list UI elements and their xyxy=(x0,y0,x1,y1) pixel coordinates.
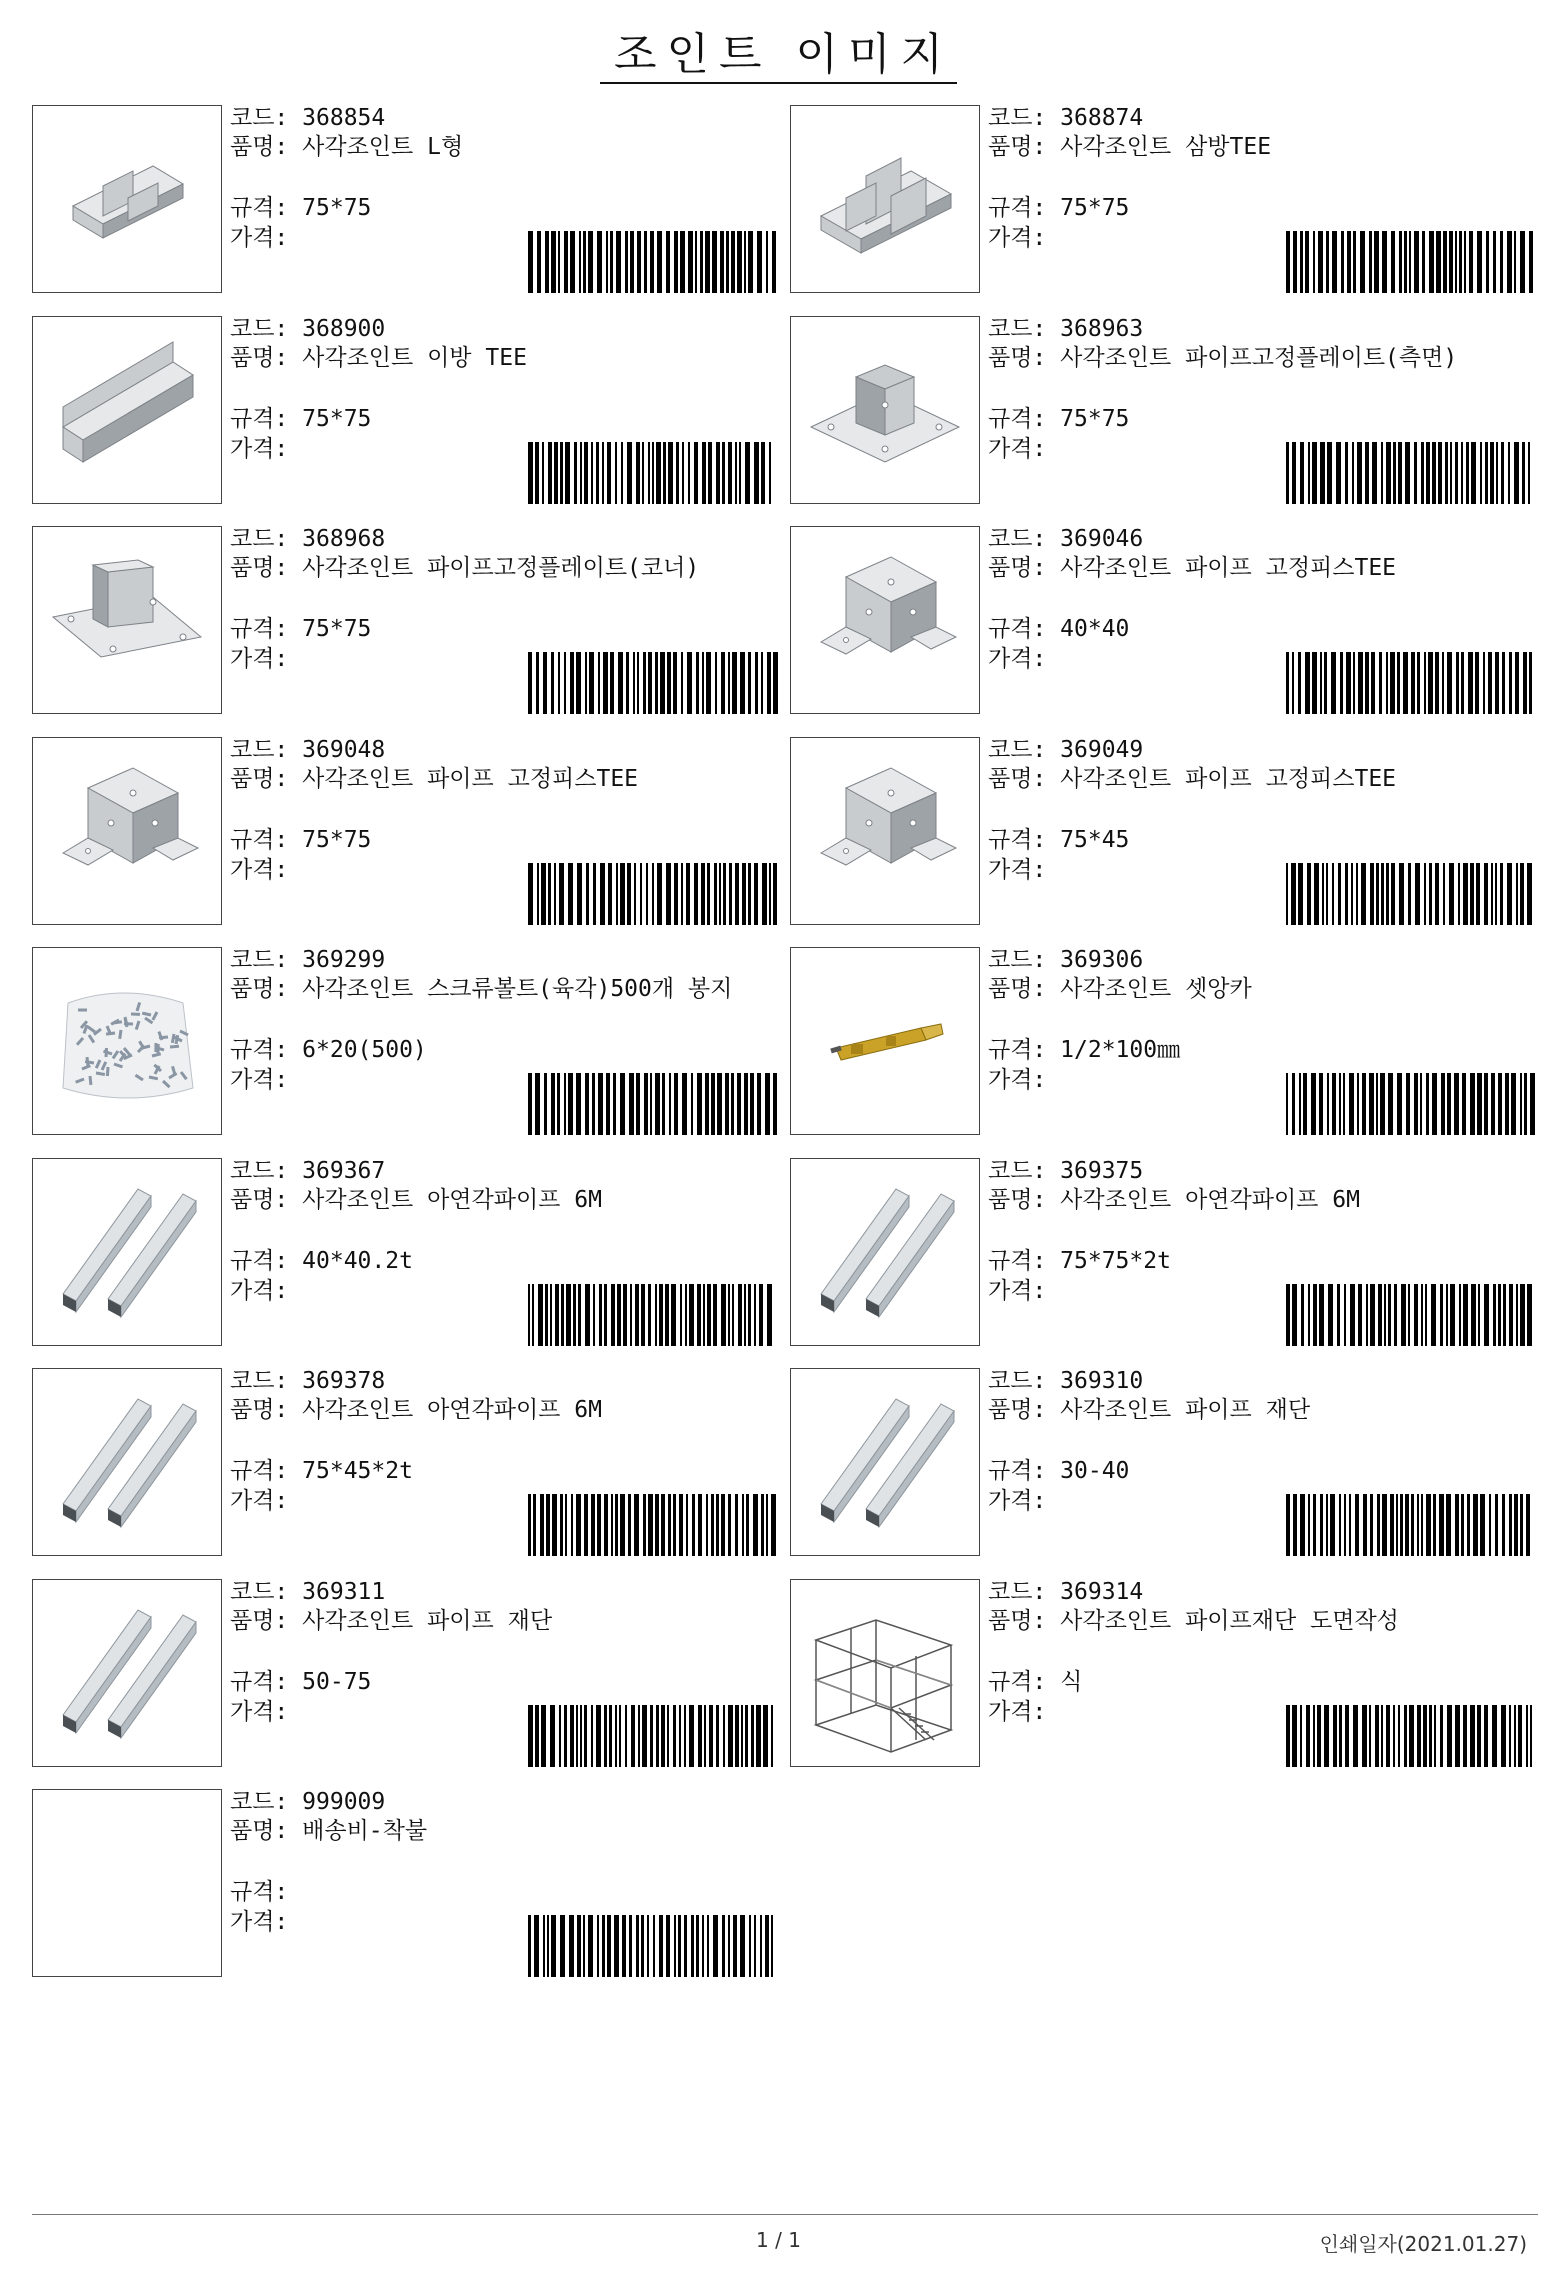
name-row xyxy=(988,1396,1536,1428)
name-value: 사각조인트 이방 TEE xyxy=(302,344,527,371)
price-label: 가격: xyxy=(230,435,289,462)
spec-label: 규격: xyxy=(988,1037,1047,1063)
spec-value: 30-40 xyxy=(1060,1458,1130,1484)
code-row xyxy=(988,945,1536,975)
spec-label: 규격: xyxy=(230,405,289,432)
product-image xyxy=(790,105,980,293)
code-label: 코드: xyxy=(230,1789,289,1815)
code-row xyxy=(230,103,778,133)
code-row xyxy=(988,103,1536,133)
price-label: 가격: xyxy=(988,1488,1047,1514)
name-value: 사각조인트 아연각파이프 6M xyxy=(302,1186,602,1213)
l-joint-icon xyxy=(33,106,221,292)
code-label: 코드: xyxy=(230,1578,289,1605)
name-label: 품명: xyxy=(988,1186,1047,1213)
barcode xyxy=(528,231,778,293)
price-label: 가격: xyxy=(988,646,1047,672)
plate-side-icon xyxy=(791,317,979,503)
code-label: 코드: xyxy=(230,1157,289,1184)
spec-label: 규격: xyxy=(230,1879,289,1905)
name-row xyxy=(230,133,778,165)
spec-label: 규격: xyxy=(230,1247,289,1274)
code-row xyxy=(988,314,1536,344)
code-row xyxy=(230,314,778,344)
page-number: 1 / 1 xyxy=(756,2228,801,2252)
code-value: 369310 xyxy=(1060,1368,1144,1394)
name-value: 사각조인트 파이프 재단 xyxy=(1060,1397,1311,1423)
code-row xyxy=(988,735,1536,765)
spec-row xyxy=(230,1877,778,1907)
price-label: 가격: xyxy=(230,1698,289,1725)
tee-joint-icon xyxy=(791,106,979,292)
code-value: 369367 xyxy=(302,1157,386,1184)
spec-label: 규격: xyxy=(988,1458,1047,1484)
code-label: 코드: xyxy=(988,105,1047,131)
price-label: 가격: xyxy=(988,225,1047,251)
product-card xyxy=(788,314,1536,506)
name-row xyxy=(988,1186,1536,1218)
barcode xyxy=(1286,1705,1536,1767)
square-pipe-icon xyxy=(33,1159,221,1345)
spec-value: 75*75 xyxy=(302,616,372,642)
bracket-icon xyxy=(33,738,221,924)
code-label: 코드: xyxy=(988,1578,1047,1605)
name-label: 품명: xyxy=(230,976,289,1002)
code-label: 코드: xyxy=(230,526,289,552)
square-pipe-icon xyxy=(791,1369,979,1555)
spec-row xyxy=(230,1035,778,1065)
product-image xyxy=(790,737,980,925)
name-row xyxy=(988,133,1536,165)
product-card xyxy=(30,735,778,927)
code-value: 368963 xyxy=(1060,315,1144,342)
barcode xyxy=(1286,863,1536,925)
name-label: 품명: xyxy=(230,555,289,581)
print-date: 인쇄일자(2021.01.27) xyxy=(1319,2232,1527,2256)
code-value: 369299 xyxy=(302,947,386,973)
spec-row xyxy=(988,1456,1536,1486)
product-card xyxy=(788,735,1536,927)
barcode xyxy=(1286,1284,1536,1346)
channel-joint-icon xyxy=(33,317,221,503)
name-label: 품명: xyxy=(988,1607,1047,1634)
footer-divider xyxy=(32,2214,1538,2215)
spec-value: 식 xyxy=(1060,1668,1083,1695)
name-label: 품명: xyxy=(230,1607,289,1634)
price-label: 가격: xyxy=(230,1277,289,1304)
product-card xyxy=(30,1577,778,1769)
barcode xyxy=(528,1073,778,1135)
barcode xyxy=(528,442,778,504)
product-card xyxy=(788,103,1536,295)
name-row xyxy=(230,975,778,1007)
code-value: 369378 xyxy=(302,1368,386,1394)
code-row xyxy=(988,524,1536,554)
product-card xyxy=(30,1366,778,1558)
price-label: 가격: xyxy=(988,1277,1047,1304)
name-label: 품명: xyxy=(988,765,1047,792)
spec-label: 규격: xyxy=(230,616,289,642)
product-image xyxy=(32,1579,222,1767)
code-label: 코드: xyxy=(988,1157,1047,1184)
price-label: 가격: xyxy=(230,646,289,672)
code-label: 코드: xyxy=(988,947,1047,973)
name-row xyxy=(230,1186,778,1218)
product-image xyxy=(32,947,222,1135)
product-image xyxy=(790,1368,980,1556)
name-value: 사각조인트 파이프고정플레이트(측면) xyxy=(1060,344,1458,371)
spec-label: 규격: xyxy=(230,1668,289,1695)
code-value: 369049 xyxy=(1060,736,1144,763)
name-row xyxy=(230,1817,778,1849)
product-card xyxy=(30,1156,778,1348)
code-value: 368854 xyxy=(302,105,386,131)
spec-label: 규격: xyxy=(988,195,1047,221)
name-label: 품명: xyxy=(988,344,1047,371)
spec-row xyxy=(230,193,778,223)
spec-row xyxy=(230,1246,778,1276)
name-value: 사각조인트 파이프 재단 xyxy=(302,1607,553,1634)
empty-image xyxy=(33,1790,221,1976)
name-value: 사각조인트 삼방TEE xyxy=(1060,134,1272,160)
code-value: 369046 xyxy=(1060,526,1144,552)
product-card xyxy=(30,1787,778,1979)
code-row xyxy=(230,1577,778,1607)
barcode xyxy=(528,1494,778,1556)
name-row xyxy=(988,554,1536,586)
name-row xyxy=(988,765,1536,797)
spec-label: 규격: xyxy=(230,1037,289,1063)
spec-label: 규격: xyxy=(988,616,1047,642)
name-row xyxy=(230,1607,778,1639)
price-label: 가격: xyxy=(988,435,1047,462)
name-value: 사각조인트 파이프고정플레이트(코너) xyxy=(302,555,700,581)
product-card xyxy=(788,1156,1536,1348)
spec-value: 75*75 xyxy=(1060,405,1130,432)
spec-label: 규격: xyxy=(988,826,1047,853)
code-label: 코드: xyxy=(230,105,289,131)
spec-value: 50-75 xyxy=(302,1668,372,1695)
code-value: 999009 xyxy=(302,1789,386,1815)
plate-corner-icon xyxy=(33,527,221,713)
code-value: 368874 xyxy=(1060,105,1144,131)
code-row xyxy=(988,1366,1536,1396)
price-label: 가격: xyxy=(230,225,289,251)
spec-label: 규격: xyxy=(988,405,1047,432)
code-row xyxy=(988,1577,1536,1607)
spec-value: 6*20(500) xyxy=(302,1037,427,1063)
page-title: 조인트 이미지 xyxy=(0,18,1557,82)
spec-label: 규격: xyxy=(230,1458,289,1484)
barcode xyxy=(1286,652,1536,714)
frame-structure-icon xyxy=(791,1580,979,1766)
name-label: 품명: xyxy=(988,134,1047,160)
code-value: 369314 xyxy=(1060,1578,1144,1605)
barcode xyxy=(1286,442,1536,504)
name-row xyxy=(230,765,778,797)
name-label: 품명: xyxy=(230,1186,289,1213)
square-pipe-icon xyxy=(791,1159,979,1345)
code-label: 코드: xyxy=(988,315,1047,342)
spec-row xyxy=(988,1667,1536,1697)
spec-value: 40*40 xyxy=(1060,616,1130,642)
name-value: 사각조인트 스크류볼트(육각)500개 봉지 xyxy=(302,976,733,1002)
name-value: 사각조인트 파이프재단 도면작성 xyxy=(1060,1607,1399,1634)
spec-value: 75*45 xyxy=(1060,826,1130,853)
code-row xyxy=(988,1156,1536,1186)
spec-value: 75*45*2t xyxy=(302,1458,413,1484)
name-label: 품명: xyxy=(230,1818,289,1844)
code-value: 369048 xyxy=(302,736,386,763)
product-card xyxy=(30,524,778,716)
barcode xyxy=(528,1705,778,1767)
name-row xyxy=(988,975,1536,1007)
spec-row xyxy=(988,1246,1536,1276)
product-image xyxy=(32,526,222,714)
product-image xyxy=(32,1158,222,1346)
barcode xyxy=(528,652,778,714)
spec-value: 40*40.2t xyxy=(302,1247,413,1274)
name-value: 사각조인트 파이프 고정피스TEE xyxy=(1060,765,1397,792)
square-pipe-icon xyxy=(33,1369,221,1555)
spec-label: 규격: xyxy=(230,826,289,853)
code-row xyxy=(230,1787,778,1817)
anchor-bolt-icon xyxy=(791,948,979,1134)
code-label: 코드: xyxy=(230,736,289,763)
name-label: 품명: xyxy=(988,555,1047,581)
code-value: 369375 xyxy=(1060,1157,1144,1184)
code-row xyxy=(230,945,778,975)
name-value: 사각조인트 파이프 고정피스TEE xyxy=(1060,555,1397,581)
price-label: 가격: xyxy=(988,1067,1047,1093)
code-label: 코드: xyxy=(230,947,289,973)
name-label: 품명: xyxy=(230,344,289,371)
code-label: 코드: xyxy=(988,736,1047,763)
spec-value: 75*75 xyxy=(302,405,372,432)
code-row xyxy=(230,1366,778,1396)
spec-row xyxy=(230,1456,778,1486)
product-image xyxy=(790,526,980,714)
code-value: 368968 xyxy=(302,526,386,552)
bracket-icon xyxy=(791,738,979,924)
spec-row xyxy=(988,404,1536,434)
spec-label: 규격: xyxy=(988,1247,1047,1274)
barcode xyxy=(528,1284,778,1346)
name-label: 품명: xyxy=(230,765,289,792)
spec-value: 1/2*100㎜ xyxy=(1060,1037,1181,1063)
name-label: 품명: xyxy=(230,1397,289,1423)
product-image xyxy=(790,1579,980,1767)
name-value: 배송비-착불 xyxy=(302,1818,428,1844)
spec-row xyxy=(988,193,1536,223)
code-value: 368900 xyxy=(302,315,386,342)
name-label: 품명: xyxy=(988,1397,1047,1423)
name-row xyxy=(230,1396,778,1428)
screw-bag-icon xyxy=(33,948,221,1134)
code-label: 코드: xyxy=(230,315,289,342)
code-row xyxy=(230,1156,778,1186)
product-image xyxy=(32,1368,222,1556)
product-image xyxy=(32,737,222,925)
product-card xyxy=(788,945,1536,1137)
barcode xyxy=(1286,231,1536,293)
code-row xyxy=(230,524,778,554)
price-label: 가격: xyxy=(230,1909,289,1935)
barcode xyxy=(528,1915,778,1977)
spec-value: 75*75 xyxy=(1060,195,1130,221)
spec-label: 규격: xyxy=(988,1668,1047,1695)
price-label: 가격: xyxy=(988,1698,1047,1725)
name-value: 사각조인트 아연각파이프 6M xyxy=(1060,1186,1360,1213)
spec-row xyxy=(230,825,778,855)
product-image xyxy=(790,316,980,504)
code-label: 코드: xyxy=(988,526,1047,552)
name-row xyxy=(988,344,1536,376)
product-card xyxy=(788,1577,1536,1769)
name-value: 사각조인트 아연각파이프 6M xyxy=(302,1397,602,1423)
product-card xyxy=(788,1366,1536,1558)
price-label: 가격: xyxy=(230,1488,289,1514)
product-image xyxy=(32,316,222,504)
name-row xyxy=(230,344,778,376)
name-value: 사각조인트 셋앙카 xyxy=(1060,976,1252,1002)
product-image xyxy=(32,105,222,293)
product-card xyxy=(30,945,778,1137)
spec-row xyxy=(988,1035,1536,1065)
code-row xyxy=(230,735,778,765)
barcode xyxy=(1286,1494,1536,1556)
product-card xyxy=(788,524,1536,716)
name-label: 품명: xyxy=(988,976,1047,1002)
name-row xyxy=(988,1607,1536,1639)
name-row xyxy=(230,554,778,586)
price-label: 가격: xyxy=(230,856,289,883)
name-value: 사각조인트 L형 xyxy=(302,134,464,160)
product-image xyxy=(790,947,980,1135)
spec-label: 규격: xyxy=(230,195,289,221)
barcode xyxy=(528,863,778,925)
square-pipe-icon xyxy=(33,1580,221,1766)
product-image xyxy=(790,1158,980,1346)
spec-row xyxy=(230,614,778,644)
name-label: 품명: xyxy=(230,134,289,160)
product-card xyxy=(30,103,778,295)
product-card xyxy=(30,314,778,506)
bracket-icon xyxy=(791,527,979,713)
spec-row xyxy=(988,825,1536,855)
barcode xyxy=(1286,1073,1536,1135)
price-label: 가격: xyxy=(230,1067,289,1093)
spec-row xyxy=(988,614,1536,644)
code-label: 코드: xyxy=(988,1368,1047,1394)
code-label: 코드: xyxy=(230,1368,289,1394)
spec-row xyxy=(230,1667,778,1697)
product-image xyxy=(32,1789,222,1977)
code-value: 369306 xyxy=(1060,947,1144,973)
price-label: 가격: xyxy=(988,856,1047,883)
code-value: 369311 xyxy=(302,1578,386,1605)
spec-row xyxy=(230,404,778,434)
spec-value: 75*75 xyxy=(302,195,372,221)
name-value: 사각조인트 파이프 고정피스TEE xyxy=(302,765,639,792)
spec-value: 75*75 xyxy=(302,826,372,853)
spec-value: 75*75*2t xyxy=(1060,1247,1171,1274)
